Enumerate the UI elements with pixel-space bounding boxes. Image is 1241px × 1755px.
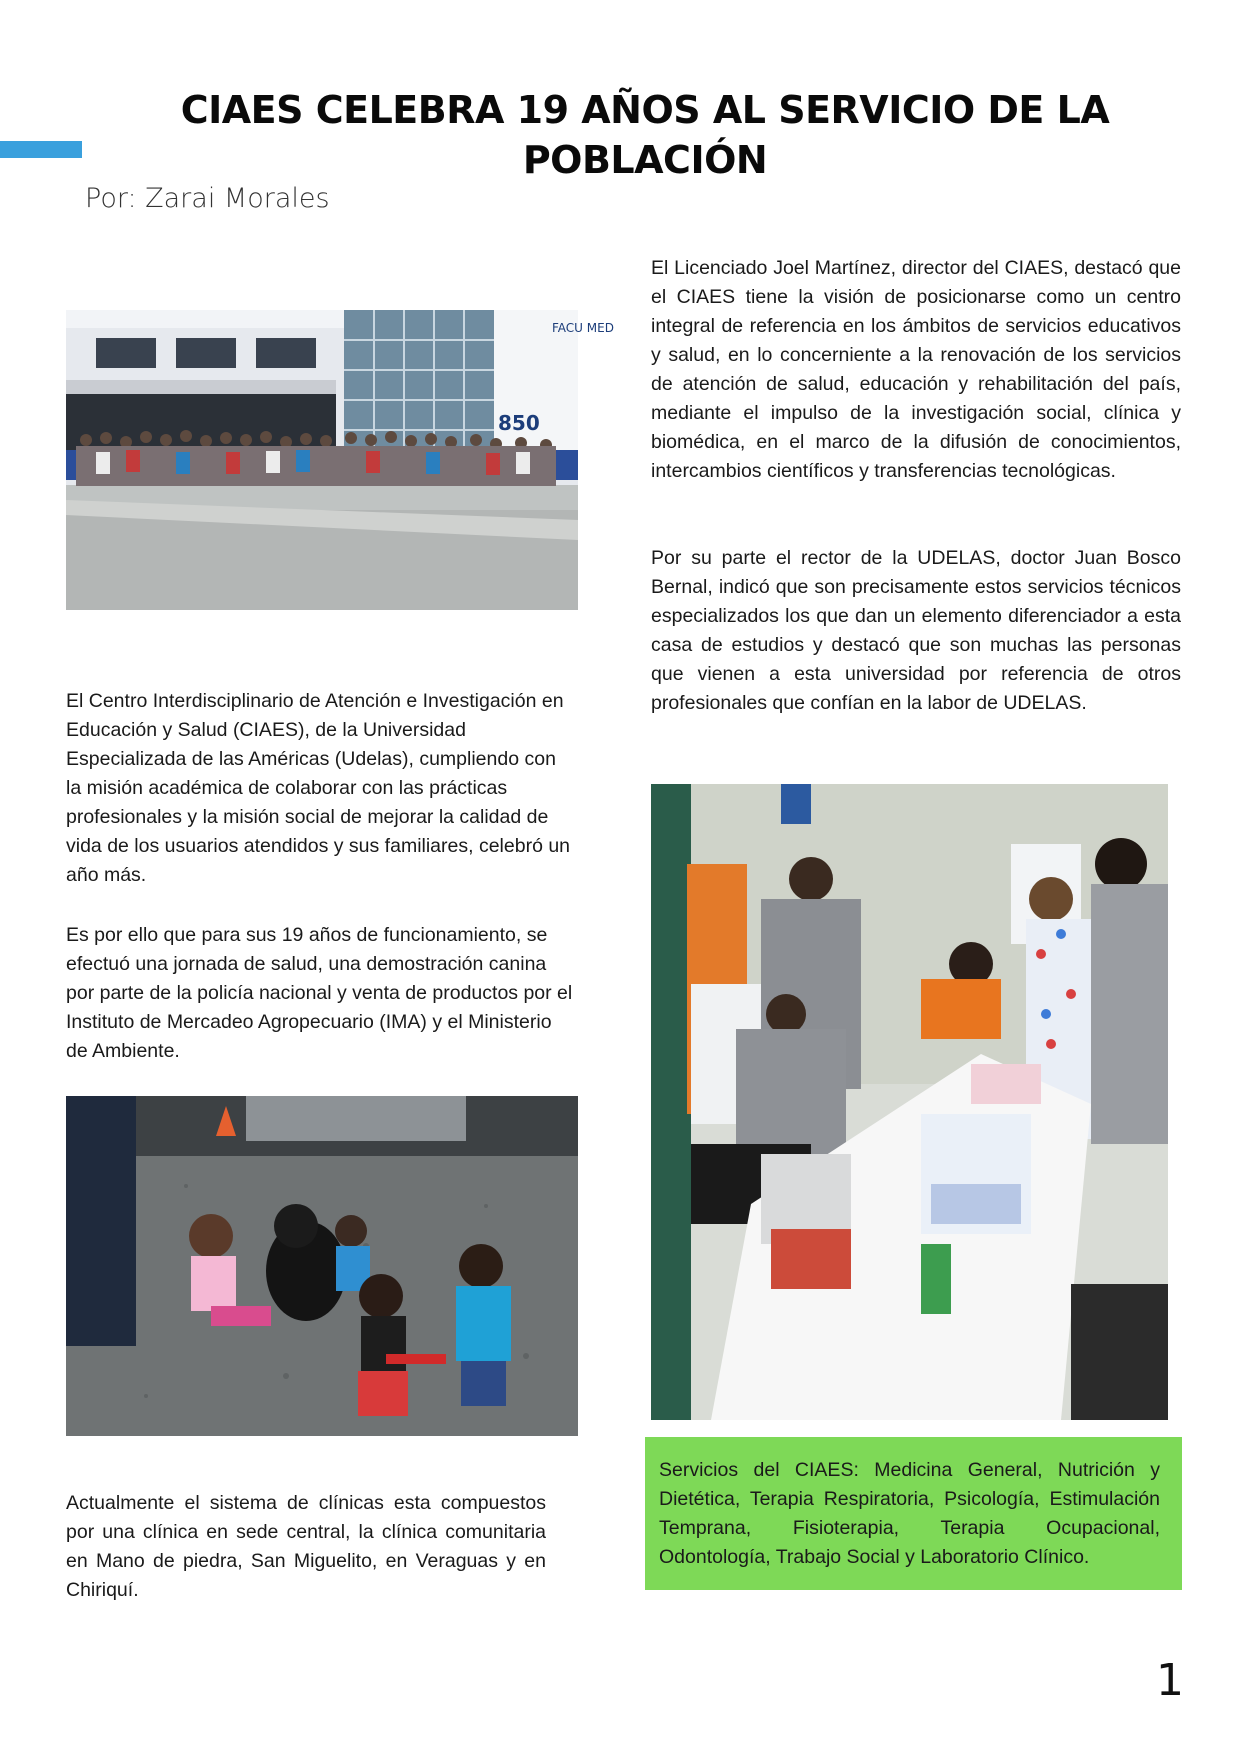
children-dog-photo (66, 1096, 578, 1436)
accent-bar (0, 141, 82, 158)
health-fair-photo (651, 784, 1168, 1420)
building-group-photo (66, 310, 614, 610)
intro-paragraph: El Centro Interdisciplinario de Atención e Investigación en Educación y Salud (CIAES), de la Universidad Especializada de las Américas (Udelas), cumpliendo con la misión académica de colaborar con las prácticas profesionales y la misión social de mejorar la calidad de vida de los usuarios atendidos y sus familiares, celebró un año más. (66, 690, 571, 886)
page-number: 1 (1156, 1655, 1184, 1706)
rector-paragraph: Por su parte el rector de la UDELAS, doctor Juan Bosco Bernal, indicó que son precisamente estos servicios técnicos especializados los que dan un elemento diferenciador a esta casa de estudios y destacó que son muchas las personas que vienen a esta universidad por referencia de otros profesionales que confían en la labor de UDELAS. (651, 547, 1181, 714)
byline: Por: Zarai Morales (85, 183, 330, 214)
sign-text: FACU MED (552, 321, 614, 335)
article-title: CIAES CELEBRA 19 AÑOS AL SERVICIO DE LA POBLACIÓN (180, 88, 1110, 182)
services-box (645, 1437, 1182, 1590)
building-number: 850 (498, 411, 540, 435)
director-paragraph: El Licenciado Joel Martínez, director del CIAES, destacó que el CIAES tiene la visión de posicionarse como un centro integral de referencia en los ámbitos de servicios educativos y salud, en lo concerniente a la renovación de los servicios de atención de salud, educación y rehabilitación del país, mediante el impulso de la investigación social, clínica y biomédica, en el marco de la difusión de conocimientos, intercambios científicos y transferencias tecnológicas. (651, 257, 1181, 482)
anniversary-paragraph: Es por ello que para sus 19 años de funcionamiento, se efectuó una jornada de salud, una demostración canina por parte de la policía nacional y venta de productos por el Instituto de Mercadeo Agropecuario (IMA) y el Ministerio de Ambiente. (66, 924, 573, 1062)
clinics-paragraph: Actualmente el sistema de clínicas esta compuestos por una clínica en sede central, la clínica comunitaria en Mano de piedra, San Miguelito, en Veraguas y en Chiriquí. (66, 1492, 546, 1601)
services-text: Servicios del CIAES: Medicina General, Nutrición y Dietética, Terapia Respiratoria, Psicología, Estimulación Temprana, Fisioterapia, Terapia Ocupacional, Odontología, Trabajo Social y Laboratorio Clínico. (659, 1459, 1160, 1568)
